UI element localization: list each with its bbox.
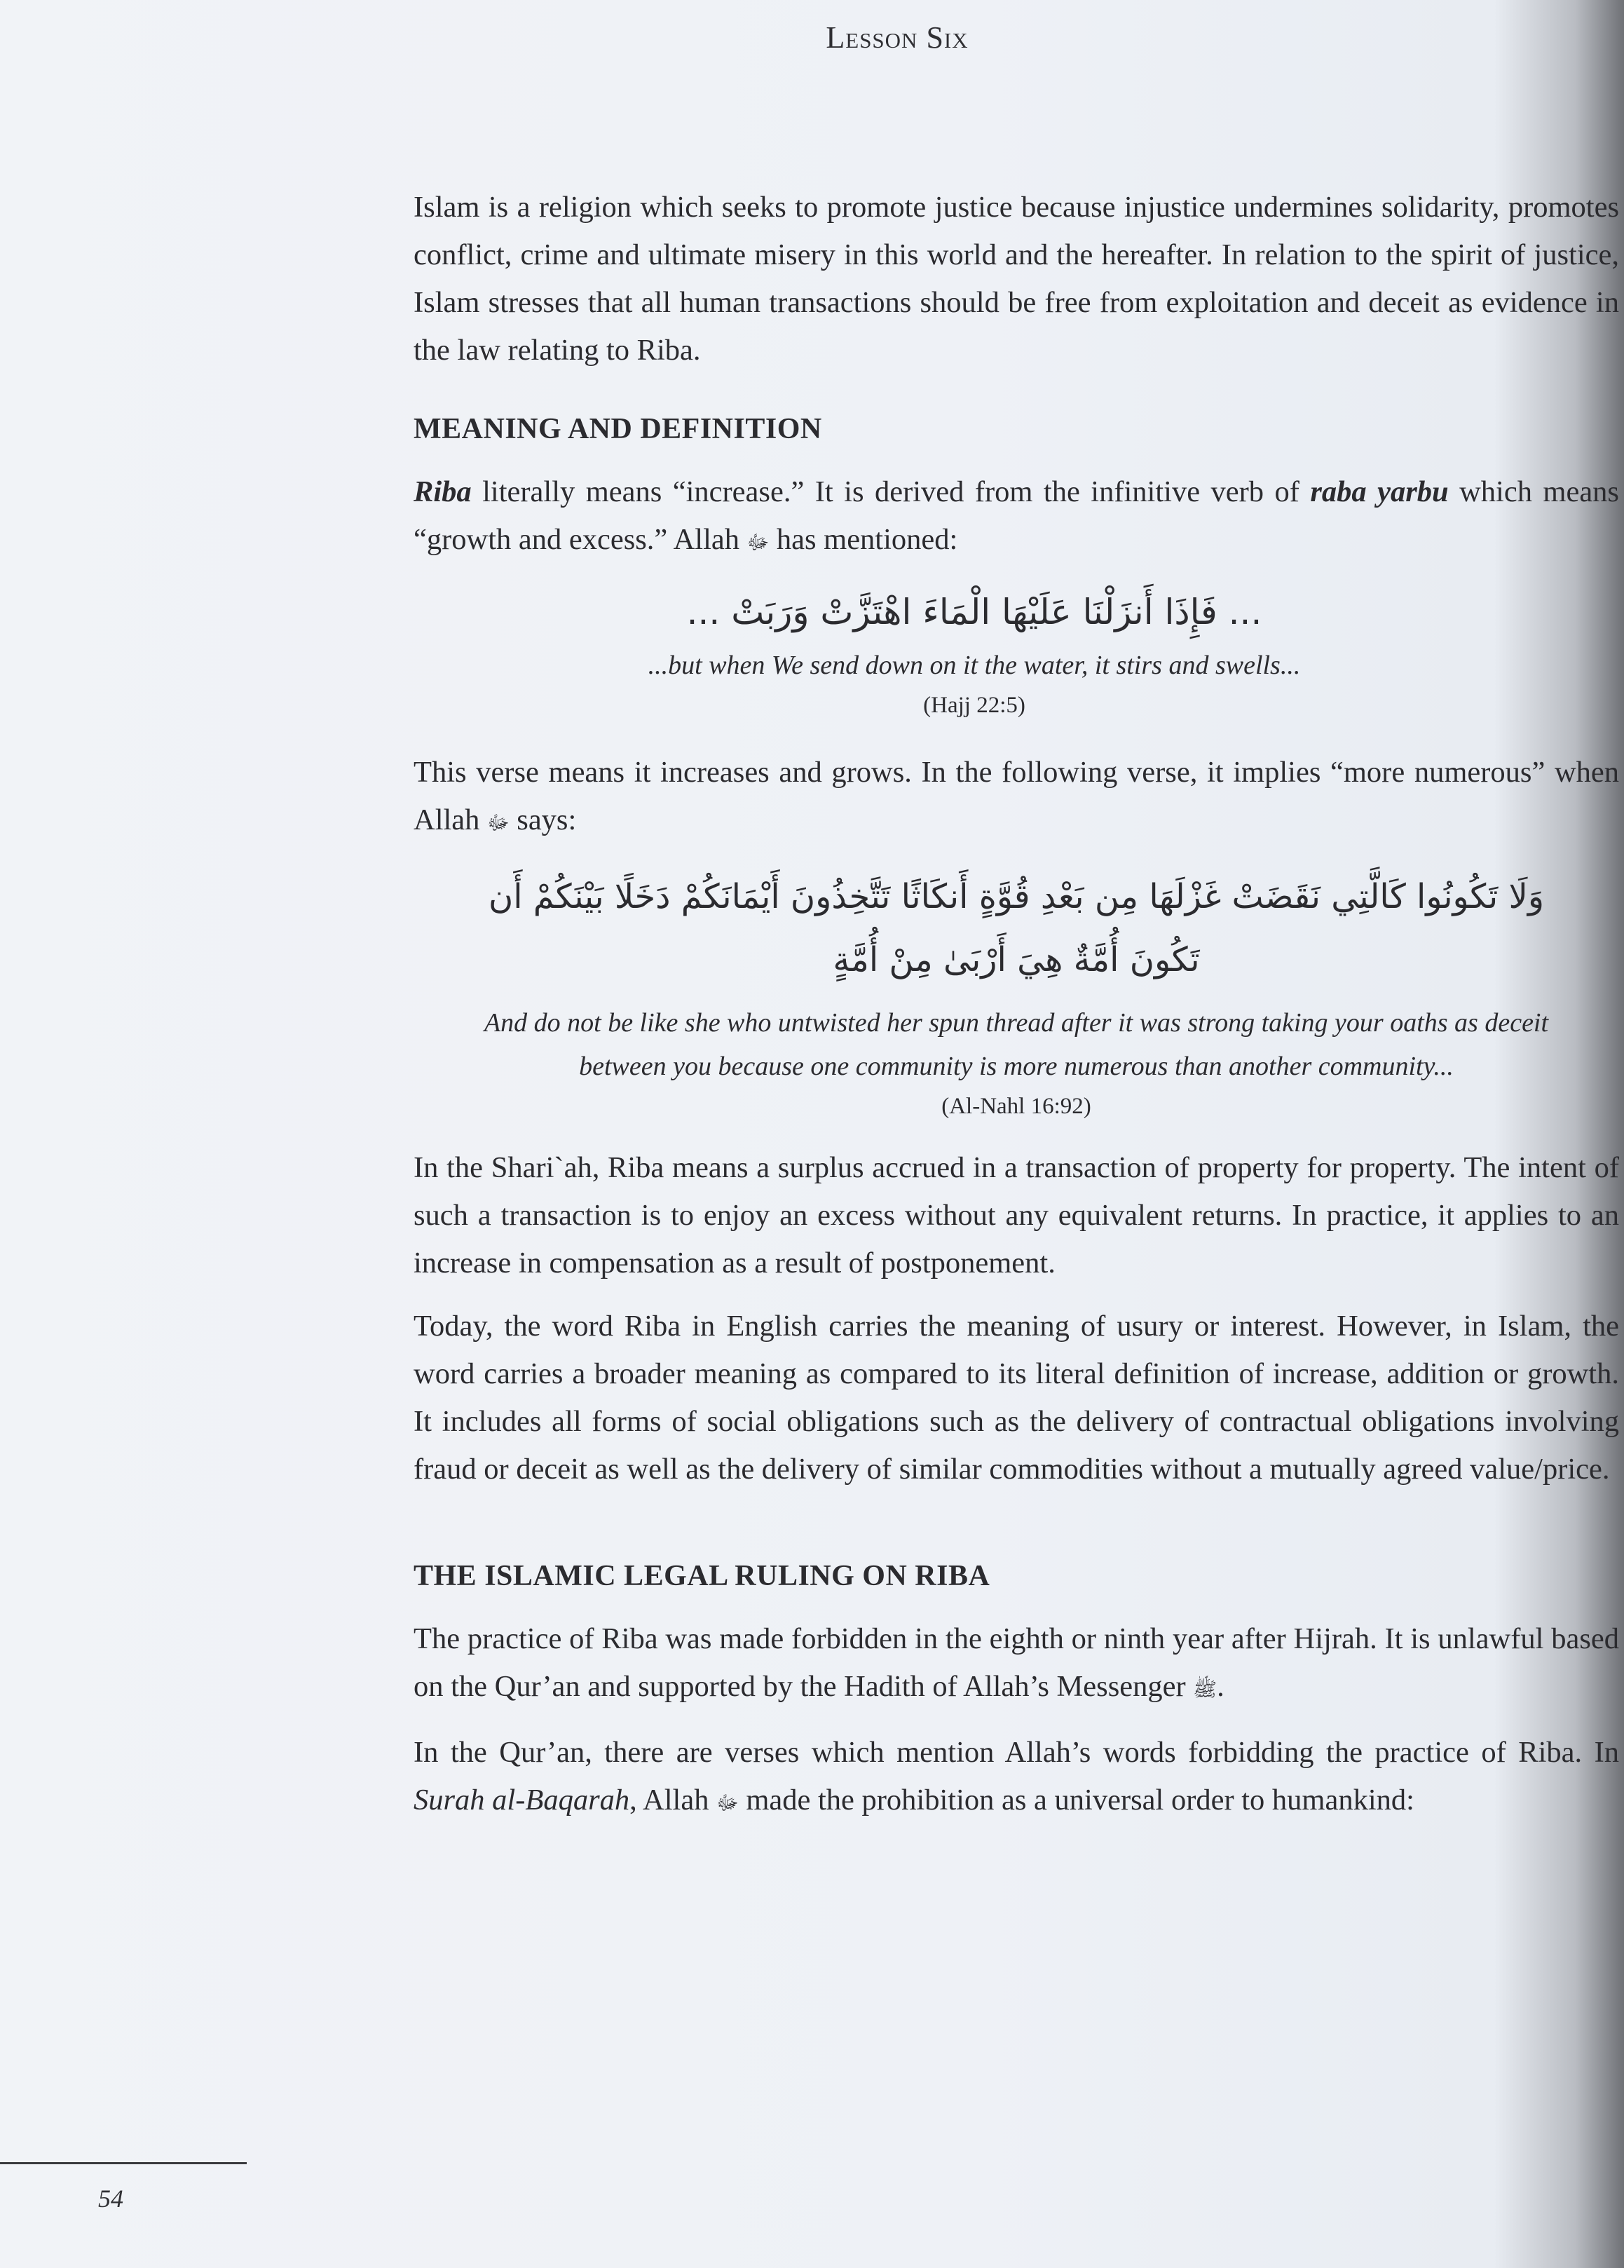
honorific-glyph: ﷻ (716, 1791, 739, 1814)
honorific-glyph: ﷺ (1193, 1678, 1217, 1701)
heading-legal-ruling: THE ISLAMIC LEGAL RULING ON RIBA (414, 1560, 990, 1592)
term-riba: Riba (414, 475, 472, 508)
verse-block-nahl (414, 865, 1619, 1125)
running-head: Lesson Six (826, 20, 969, 55)
heading-meaning-definition: MEANING AND DEFINITION (414, 413, 822, 445)
shariah-paragraph: In the Shari`ah, Riba means a surplus accrued in a transaction of property for property. The intent of such a transaction is to enjoy an excess without any equivalent returns. In practice, it applies to an increase in compensation as a result of postponement. (414, 1151, 1619, 1279)
ruling-paragraph: The practice of Riba was made forbidden in the eighth or ninth year after Hijrah. It is unlawful based on the Qur’an and supported by the Hadith of Allah’s Messenger ﷺ. (414, 1622, 1619, 1703)
surah-al-baqarah: Surah al-Baqarah (414, 1784, 630, 1817)
page-content (414, 184, 1619, 1827)
reference-hajj: (Hajj 22:5) (923, 693, 1025, 718)
reference-nahl: (Al-Nahl 16:92) (941, 1094, 1091, 1119)
honorific-glyph: ﷻ (746, 531, 770, 554)
arabic-verse-nahl-line2: تَكُونَ أُمَّةٌ هِيَ أَرْبَىٰ مِنْ أُمَّةٍ (833, 940, 1200, 979)
today-paragraph: Today, the word Riba in English carries the meaning of usury or interest. However, in Islam, the word carries a broader meaning as compared to its literal definition of increase, addition or growth. It includes all forms of social obligations such as the delivery of contractual obligations involving fraud or deceit as well as the delivery of similar commodities without a mutually agreed value/price. (414, 1310, 1619, 1486)
translation-hajj: ...but when We send down on it the water, it stirs and swells... (648, 651, 1301, 680)
term-raba-yarbu: raba yarbu (1310, 475, 1449, 508)
verse-block-hajj (371, 580, 1577, 724)
footer-rule (0, 2162, 247, 2164)
arabic-verse-nahl-line1: وَلَا تَكُونُوا كَالَّتِي نَقَضَتْ غَزْلَهَا مِن بَعْدِ قُوَّةٍ أَنكَاثًا تَتَّخِذُونَ أَيْمَانَكُمْ دَخَلًا بَيْنَكُمْ أَن (488, 877, 1545, 916)
page-number: 54 (98, 2185, 123, 2213)
quran-paragraph: In the Qur’an, there are verses which mention Allah’s words forbidding the practice of Riba. In Surah al-Baqarah, Allah ﷻ made the prohibition as a universal order to humankind: (414, 1736, 1619, 1817)
riba-definition-paragraph: Riba literally means “increase.” It is derived from the infinitive verb of raba yarbu which means “growth and excess.” Allah ﷻ has mentioned: (414, 475, 1619, 556)
arabic-verse-hajj: ... فَإِذَا أَنزَلْنَا عَلَيْهَا الْمَاءَ اهْتَزَّتْ وَرَبَتْ ... (686, 592, 1262, 632)
honorific-glyph: ﷻ (487, 811, 510, 834)
verse-meaning-paragraph: This verse means it increases and grows. In the following verse, it implies “more numerous” when Allah ﷻ says: (414, 756, 1619, 836)
translation-nahl: And do not be like she who untwisted her spun thread after it was strong taking your oaths as deceit between you because one community is more numerous than another community... (484, 1008, 1549, 1081)
intro-paragraph: Islam is a religion which seeks to promote justice because injustice undermines solidarity, promotes conflict, crime and ultimate misery in this world and the hereafter. In relation to the spirit of justice, Islam stresses that all human transactions should be free from exploitation and deceit as evidence in the law relating to Riba. (414, 191, 1619, 367)
